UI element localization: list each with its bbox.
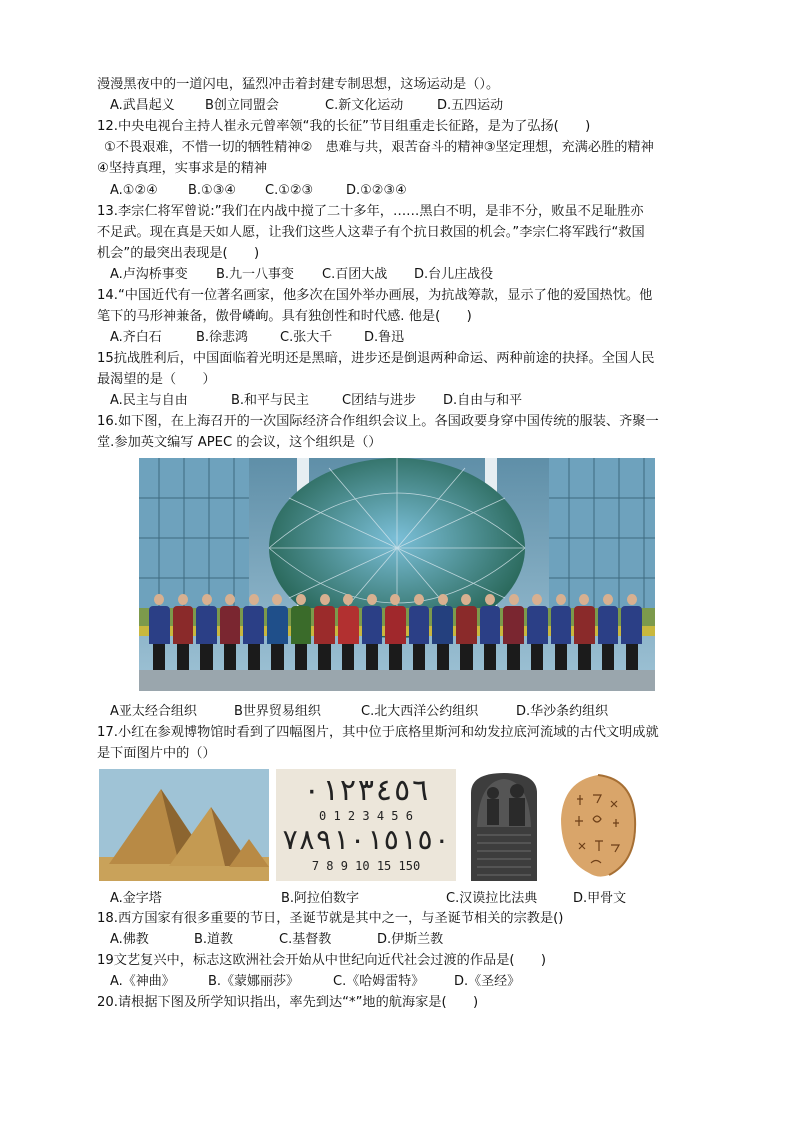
q12-items: ①不畏艰难，不惜一切的牺牲精神② 患难与共，艰苦奋斗的精神③坚定理想，充满必胜的精神: [104, 140, 654, 155]
option-b: B.和平与民主: [231, 393, 310, 408]
option-a: A.民主与自由: [110, 393, 188, 408]
q12-items-cont: ④坚持真理，实事求是的精神: [97, 161, 268, 176]
arabic-numerals-image: [276, 769, 456, 881]
q16-stem: 16.如下图，在上海召开的一次国际经济合作组织会议上。各国政要身穿中国传统的服装、齐聚一: [97, 414, 659, 429]
q14-stem-cont: 笔下的马形神兼备，傲骨嶙峋。具有独创性和时代感. 他是( ): [97, 309, 472, 324]
q12-stem: 12.中央电视台主持人崔永元曾率领“我的长征”节目组重走长征路，是为了弘扬( ): [97, 119, 591, 134]
q20-stem: 20.请根据下图及所学知识指出，率先到达“*”地的航海家是( ): [97, 995, 479, 1010]
leader-figure: [243, 594, 264, 674]
leader-figure: [621, 594, 642, 674]
option-b: B.九一八事变: [216, 267, 295, 282]
option-c: C团结与进步: [342, 393, 417, 408]
q17-stem: 17.小红在参观博物馆时看到了四幅图片，其中位于底格里斯河和幼发拉底河流域的古代文明成就: [97, 725, 659, 740]
option-c: C.基督教: [279, 932, 332, 947]
leader-figure: [173, 594, 194, 674]
pyramids-image: [99, 769, 269, 881]
leader-figure: [291, 594, 312, 674]
option-a: A.佛教: [110, 932, 149, 947]
option-c: C.北大西洋公约组织: [361, 704, 479, 719]
leader-figure: [598, 594, 619, 674]
oracle-bone-image: [553, 769, 643, 881]
leader-figure: [527, 594, 548, 674]
option-a: A.卢沟桥事变: [110, 267, 188, 282]
option-a: A.《神曲》: [110, 974, 175, 989]
option-d: D.华沙条约组织: [516, 704, 609, 719]
leader-figure: [551, 594, 572, 674]
leader-figure: [196, 594, 217, 674]
leader-figure: [503, 594, 524, 674]
q13-stem: 13.李宗仁将军曾说:”我们在内战中搅了二十多年，……黑白不明，是非不分，败虽不足耻胜亦: [97, 204, 644, 219]
option-a: A亚太经合组织: [110, 704, 197, 719]
option-c: C.百团大战: [322, 267, 388, 282]
q15-stem: 15抗战胜利后，中国面临着光明还是黑暗，进步还是倒退两种命运、两种前途的抉择。全国人民: [97, 351, 655, 366]
option-b: B.道教: [194, 932, 234, 947]
option-a: A.齐白石: [110, 330, 162, 345]
leader-figure: [432, 594, 453, 674]
option-b: B.徐悲鸿: [196, 330, 249, 345]
arabic-digits-bottom: ٧٨٩١٠١٥١٥٠: [281, 823, 451, 856]
option-d: D.五四运动: [437, 98, 504, 113]
arabic-digits-top: ٠١٢٣٤٥٦: [302, 773, 430, 808]
option-c: C.汉谟拉比法典: [446, 891, 538, 906]
q19-stem: 19文艺复兴中，标志这欧洲社会开始从中世纪向近代社会过渡的作品是( ): [97, 953, 547, 968]
option-d: D.鲁迅: [364, 330, 405, 345]
hammurabi-stele-image: [463, 769, 545, 881]
leader-figure: [456, 594, 477, 674]
q11-text: 漫漫黑夜中的一道闪电，猛烈冲击着封建专制思想，这场运动是（）。: [97, 77, 500, 92]
leader-figure: [220, 594, 241, 674]
option-b: B.①③④: [188, 183, 237, 198]
option-b: B创立同盟会: [205, 98, 279, 113]
option-d: D.甲骨文: [573, 891, 627, 906]
option-b: B世界贸易组织: [234, 704, 321, 719]
option-c: C.张大千: [280, 330, 333, 345]
leader-figure: [267, 594, 288, 674]
q13-stem-cont: 不足武。现在真是天如人愿，让我们这些人这辈子有个抗日救国的机会。”李宗仁将军践行“救国: [97, 225, 645, 240]
option-a: A.①②④: [110, 183, 158, 198]
q14-stem: 14.“中国近代有一位著名画家，他多次在国外举办画展，为抗战筹款，显示了他的爱国热忱。他: [97, 288, 653, 303]
option-c: C.《哈姆雷特》: [333, 974, 425, 989]
option-d: D.台儿庄战役: [414, 267, 494, 282]
option-b: B.阿拉伯数字: [281, 891, 360, 906]
option-d: D.自由与和平: [443, 393, 523, 408]
option-a: A.金字塔: [110, 891, 162, 906]
leader-figure: [149, 594, 170, 674]
q17-stem-cont: 是下面图片中的（）: [97, 746, 216, 761]
option-c: C.新文化运动: [325, 98, 404, 113]
leader-figure: [409, 594, 430, 674]
q18-stem: 18.西方国家有很多重要的节日，圣诞节就是其中之一，与圣诞节相关的宗教是(): [97, 911, 564, 926]
option-d: D.伊斯兰教: [377, 932, 444, 947]
option-c: C.①②③: [265, 183, 314, 198]
leader-figure: [314, 594, 335, 674]
leaders-row: [139, 458, 655, 691]
q15-stem-cont: 最渴望的是（ ）: [97, 372, 216, 387]
leader-figure: [362, 594, 383, 674]
q16-stem-cont: 堂.参加英文编写 APEC 的会议，这个组织是（）: [97, 435, 382, 450]
option-d: D.①②③④: [346, 183, 407, 198]
leader-figure: [385, 594, 406, 674]
q13-stem-end: 机会”的最突出表现是( ): [97, 246, 260, 261]
option-a: A.武昌起义: [110, 98, 175, 113]
western-digits-bottom: 7 8 9 10 15 150: [311, 859, 421, 873]
apec-group-photo: [139, 458, 655, 691]
leader-figure: [338, 594, 359, 674]
western-digits-top: 0 1 2 3 4 5 6: [319, 809, 413, 823]
leader-figure: [574, 594, 595, 674]
option-d: D.《圣经》: [454, 974, 521, 989]
option-b: B.《蒙娜丽莎》: [208, 974, 300, 989]
leader-figure: [480, 594, 501, 674]
